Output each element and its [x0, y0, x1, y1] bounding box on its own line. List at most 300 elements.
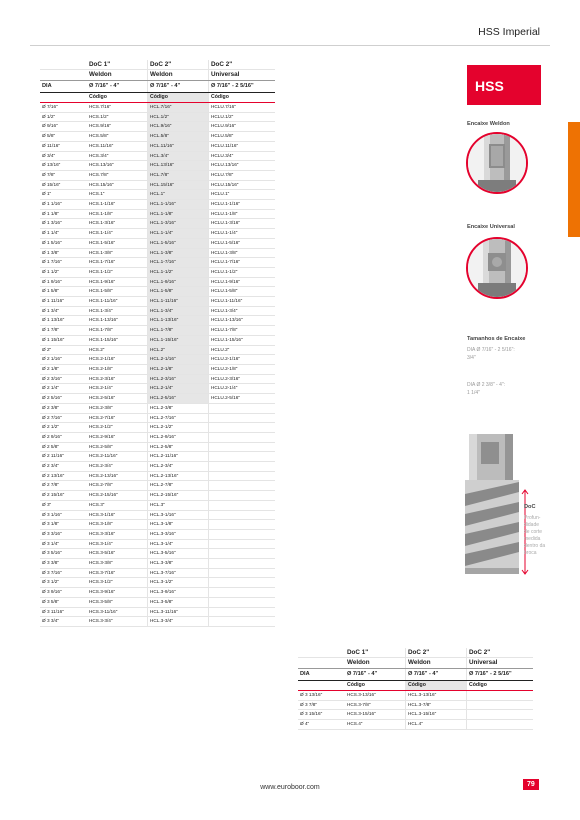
- col2-code-label: Código: [406, 681, 467, 691]
- dia-cell: Ø 3": [40, 500, 87, 510]
- hcs-code-cell: HCS.3-11/16": [87, 607, 148, 617]
- hcs-code-cell: HCS.2-1/4": [87, 384, 148, 394]
- hclu-code-cell: [467, 700, 534, 710]
- hcs-code-cell: HCS.1-1/16": [87, 200, 148, 210]
- header-divider: [30, 45, 550, 46]
- hcl-code-cell: HCL.1-3/16": [148, 219, 209, 229]
- table-row: [40, 316, 275, 326]
- hcs-code-cell: HCS.1-3/4": [87, 306, 148, 316]
- hcl-code-cell: HCL.1-1/8": [148, 209, 209, 219]
- dia-cell: Ø 2 3/4": [40, 462, 87, 472]
- hclu-code-cell: [209, 403, 276, 413]
- hclu-code-cell: HCLU.1-7/16": [209, 258, 276, 268]
- dia-cell: Ø 13/16": [40, 161, 87, 171]
- dia-cell: Ø 2 1/8": [40, 364, 87, 374]
- hcs-code-cell: HCS.5/8": [87, 132, 148, 142]
- table-row: [40, 170, 275, 180]
- hcs-code-cell: HCS.1-13/16": [87, 316, 148, 326]
- dia-cell: Ø 3/4": [40, 151, 87, 161]
- hclu-code-cell: HCLU.1/2": [209, 112, 276, 122]
- hclu-code-cell: [467, 710, 534, 720]
- hcl-code-cell: HCL.1-15/16": [148, 335, 209, 345]
- section-tab: [568, 122, 580, 237]
- table-row: [40, 287, 275, 297]
- hclu-code-cell: [209, 423, 276, 433]
- hcs-code-cell: HCS.1-3/8": [87, 248, 148, 258]
- hcs-code-cell: HCS.3-1/4": [87, 539, 148, 549]
- table-row: [40, 413, 275, 423]
- table-row: [40, 423, 275, 433]
- hclu-code-cell: [209, 539, 276, 549]
- hclu-code-cell: [209, 607, 276, 617]
- hcl-code-cell: HCL.15/16": [148, 180, 209, 190]
- hcl-code-cell: HCL.3-3/4": [148, 617, 209, 627]
- dia-cell: Ø 1": [40, 190, 87, 200]
- hcs-code-cell: HCS.3-13/16": [345, 691, 406, 700]
- dia-cell: Ø 1 3/8": [40, 248, 87, 258]
- hcs-code-cell: HCS.3-1/2": [87, 578, 148, 588]
- dia-cell: Ø 2 1/2": [40, 423, 87, 433]
- col1-code-label: Código: [87, 93, 148, 103]
- hcs-code-cell: HCS.1-5/8": [87, 287, 148, 297]
- hclu-code-cell: HCLU.1-3/16": [209, 219, 276, 229]
- table-row: [40, 355, 275, 365]
- table-row: [40, 588, 275, 598]
- hcs-code-cell: HCS.3-7/8": [345, 700, 406, 710]
- table-row: [40, 326, 275, 336]
- hcs-code-cell: HCS.2-3/8": [87, 403, 148, 413]
- dia-cell: Ø 2 11/16": [40, 452, 87, 462]
- col3-header-doc: DoC 2": [209, 60, 276, 70]
- doc-desc-line: didade: [524, 522, 540, 528]
- col1-header-doc: DoC 1": [345, 648, 406, 658]
- hcs-code-cell: HCS.2-15/16": [87, 491, 148, 501]
- col3-header-type: Universal: [467, 658, 534, 669]
- dia-cell: Ø 2 3/16": [40, 374, 87, 384]
- dia-cell: Ø 11/16": [40, 141, 87, 151]
- hclu-code-cell: [467, 691, 534, 700]
- col3-code-label: Código: [209, 93, 276, 103]
- table-row: [298, 710, 533, 720]
- hcl-code-cell: HCL.1-11/16": [148, 297, 209, 307]
- table-row: [40, 500, 275, 510]
- hcl-code-cell: HCL.7/8": [148, 170, 209, 180]
- hcs-code-cell: HCS.4": [345, 720, 406, 730]
- hcs-code-cell: HCS.2-1/16": [87, 355, 148, 365]
- hclu-code-cell: HCLU.1-15/16": [209, 335, 276, 345]
- table-row: [40, 335, 275, 345]
- dia-cell: Ø 1 7/16": [40, 258, 87, 268]
- dia-cell: Ø 1 11/16": [40, 297, 87, 307]
- hcl-code-cell: HCL.2-13/16": [148, 471, 209, 481]
- col3-range: Ø 7/16" - 2 5/16": [467, 669, 534, 681]
- hclu-code-cell: HCLU.2": [209, 345, 276, 355]
- hcl-code-cell: HCL.3-1/16": [148, 510, 209, 520]
- dia-cell: Ø 1 13/16": [40, 316, 87, 326]
- hcl-code-cell: HCL.3-5/16": [148, 549, 209, 559]
- table-row: [40, 403, 275, 413]
- dia-cell: Ø 1 1/16": [40, 200, 87, 210]
- hcl-code-cell: HCL.2-1/8": [148, 364, 209, 374]
- hcs-code-cell: HCS.3-7/16": [87, 568, 148, 578]
- hclu-code-cell: HCLU.1-5/8": [209, 287, 276, 297]
- hcl-code-cell: HCL.1-13/16": [148, 316, 209, 326]
- table-row: [40, 510, 275, 520]
- dia-cell: Ø 5/8": [40, 132, 87, 142]
- doc-desc-line: broca: [524, 550, 537, 556]
- hcs-code-cell: HCS.1-9/16": [87, 277, 148, 287]
- hcs-code-cell: HCS.1-7/16": [87, 258, 148, 268]
- hcl-code-cell: HCL.2-3/8": [148, 403, 209, 413]
- hcl-code-cell: HCL.1-1/4": [148, 229, 209, 239]
- hcl-code-cell: HCL.5/8": [148, 132, 209, 142]
- table-row: [40, 617, 275, 627]
- hcl-code-cell: HCL.1-7/16": [148, 258, 209, 268]
- hcl-code-cell: HCL.2-1/2": [148, 423, 209, 433]
- hclu-code-cell: HCLU.1-1/2": [209, 267, 276, 277]
- hclu-code-cell: [209, 568, 276, 578]
- dia-cell: Ø 2 3/8": [40, 403, 87, 413]
- hcl-code-cell: HCL.2-5/16": [148, 394, 209, 404]
- hcl-code-cell: HCL.1-1/2": [148, 267, 209, 277]
- table-row: [40, 306, 275, 316]
- table-row: [40, 462, 275, 472]
- hcl-code-cell: HCL.1-5/8": [148, 287, 209, 297]
- hclu-code-cell: HCLU.1-13/16": [209, 316, 276, 326]
- table-row: [40, 200, 275, 210]
- hcs-code-cell: HCS.1/2": [87, 112, 148, 122]
- sizes-label: Tamanhos de Encaixe: [467, 336, 526, 342]
- dia-cell: Ø 3 1/4": [40, 539, 87, 549]
- col2-range: Ø 7/16" - 4": [148, 81, 209, 93]
- hclu-code-cell: HCLU.15/16": [209, 180, 276, 190]
- hcs-code-cell: HCS.11/16": [87, 141, 148, 151]
- doc-desc-line: Profun-: [524, 515, 541, 521]
- table-row: [40, 597, 275, 607]
- hcs-code-cell: HCS.3-5/8": [87, 597, 148, 607]
- dia-cell: Ø 1 7/8": [40, 326, 87, 336]
- hcl-code-cell: HCL.2": [148, 345, 209, 355]
- table-row: [40, 229, 275, 239]
- table-row: [298, 700, 533, 710]
- hclu-code-cell: [209, 529, 276, 539]
- dia-cell: Ø 2 5/16": [40, 394, 87, 404]
- hcl-code-cell: HCL.2-3/16": [148, 374, 209, 384]
- dia-cell: Ø 9/16": [40, 122, 87, 132]
- footer-url[interactable]: www.euroboor.com: [260, 784, 320, 791]
- hcl-code-cell: HCL.3-3/8": [148, 559, 209, 569]
- dia-cell: Ø 2 9/16": [40, 432, 87, 442]
- hcs-code-cell: HCS.2-3/4": [87, 462, 148, 472]
- col1-code-label: Código: [345, 681, 406, 691]
- size-spec-1-range: DIA Ø 7/16" - 2 5/16":: [467, 347, 515, 353]
- doc-title: DoC: [524, 504, 536, 510]
- hcs-code-cell: HCS.2-1/2": [87, 423, 148, 433]
- dia-cell: Ø 1 1/8": [40, 209, 87, 219]
- col2-header-doc: DoC 2": [148, 60, 209, 70]
- table-row: [40, 132, 275, 142]
- hclu-code-cell: HCLU.1-5/16": [209, 238, 276, 248]
- dia-cell: Ø 3 7/8": [298, 700, 345, 710]
- col1-header-type: Weldon: [345, 658, 406, 669]
- hcl-code-cell: HCL.1-1/16": [148, 200, 209, 210]
- dia-cell: Ø 3 15/16": [298, 710, 345, 720]
- drill-illustration: [455, 434, 535, 589]
- dia-cell: Ø 2": [40, 345, 87, 355]
- hcl-code-cell: HCL.3-7/8": [406, 700, 467, 710]
- main-table-body: [40, 103, 275, 627]
- hcl-code-cell: HCL.3-1/4": [148, 539, 209, 549]
- dia-cell: Ø 3 3/4": [40, 617, 87, 627]
- table-row: [40, 180, 275, 190]
- dia-cell: Ø 1 1/2": [40, 267, 87, 277]
- table-row: [40, 549, 275, 559]
- size-spec-2-range: DIA Ø 2 3/8" - 4":: [467, 382, 506, 388]
- col2-code-label: Código: [148, 93, 209, 103]
- hcl-code-cell: HCL.3-7/16": [148, 568, 209, 578]
- col1-range: Ø 7/16" - 4": [87, 81, 148, 93]
- hcl-code-cell: HCL.3-11/16": [148, 607, 209, 617]
- weldon-label: Encaixe Weldon: [467, 121, 510, 127]
- dia-cell: Ø 15/16": [40, 180, 87, 190]
- table-row: [40, 384, 275, 394]
- table-row: [40, 141, 275, 151]
- table-row: [40, 529, 275, 539]
- hclu-code-cell: [209, 559, 276, 569]
- dia-cell: Ø 3 5/8": [40, 597, 87, 607]
- hss-badge-label: HSS: [475, 78, 504, 94]
- table-row: [40, 267, 275, 277]
- hclu-code-cell: HCLU.1-9/16": [209, 277, 276, 287]
- hclu-code-cell: HCLU.1-11/16": [209, 297, 276, 307]
- hclu-code-cell: HCLU.5/8": [209, 132, 276, 142]
- dia-cell: Ø 2 1/16": [40, 355, 87, 365]
- hcl-code-cell: HCL.2-3/4": [148, 462, 209, 472]
- hclu-code-cell: HCLU.3/4": [209, 151, 276, 161]
- hcs-code-cell: HCS.1-1/2": [87, 267, 148, 277]
- col1-header-type: Weldon: [87, 70, 148, 81]
- continuation-code-table: [298, 648, 533, 730]
- hcs-code-cell: HCS.3": [87, 500, 148, 510]
- hcl-code-cell: HCL.2-1/4": [148, 384, 209, 394]
- col2-header-type: Weldon: [406, 658, 467, 669]
- doc-description: [524, 515, 545, 557]
- hclu-code-cell: HCLU.13/16": [209, 161, 276, 171]
- hclu-code-cell: [209, 549, 276, 559]
- hcl-code-cell: HCL.3-1/2": [148, 578, 209, 588]
- hcl-code-cell: HCL.3-15/16": [406, 710, 467, 720]
- size-spec-1: [467, 346, 515, 362]
- hclu-code-cell: HCLU.1-1/16": [209, 200, 276, 210]
- col1-header-doc: DoC 1": [87, 60, 148, 70]
- table-row: [40, 559, 275, 569]
- hcs-code-cell: HCS.15/16": [87, 180, 148, 190]
- hcl-code-cell: HCL.3-13/16": [406, 691, 467, 700]
- table-row: [40, 122, 275, 132]
- table-row: [40, 297, 275, 307]
- hclu-code-cell: [467, 720, 534, 730]
- doc-desc-line: dentro da: [524, 543, 546, 549]
- hcl-code-cell: HCL.11/16": [148, 141, 209, 151]
- col2-range: Ø 7/16" - 4": [406, 669, 467, 681]
- dia-cell: Ø 7/16": [40, 103, 87, 112]
- hclu-code-cell: [209, 520, 276, 530]
- hclu-code-cell: HCLU.7/8": [209, 170, 276, 180]
- dia-cell: Ø 2 7/8": [40, 481, 87, 491]
- table-row: [40, 578, 275, 588]
- main-table-header: [40, 60, 275, 103]
- dia-header: DIA: [298, 669, 345, 681]
- table-row: [40, 520, 275, 530]
- hcs-code-cell: HCS.2-1/8": [87, 364, 148, 374]
- dia-cell: Ø 2 15/16": [40, 491, 87, 501]
- universal-shank-image: [466, 237, 528, 299]
- dia-cell: Ø 3 13/16": [298, 691, 345, 700]
- dia-cell: Ø 3 1/2": [40, 578, 87, 588]
- dia-cell: Ø 2 13/16": [40, 471, 87, 481]
- hclu-code-cell: HCLU.2-1/4": [209, 384, 276, 394]
- hclu-code-cell: HCLU.2-1/16": [209, 355, 276, 365]
- dia-cell: Ø 4": [298, 720, 345, 730]
- hcs-code-cell: HCS.3-9/16": [87, 588, 148, 598]
- table-row: [40, 161, 275, 171]
- dia-cell: Ø 1 1/4": [40, 229, 87, 239]
- hcl-code-cell: HCL.2-5/8": [148, 442, 209, 452]
- dia-cell: Ø 2 5/8": [40, 442, 87, 452]
- hcs-code-cell: HCS.2-7/16": [87, 413, 148, 423]
- col3-header-doc: DoC 2": [467, 648, 534, 658]
- page-number: 79: [523, 779, 539, 790]
- hcl-code-cell: HCL.1-3/4": [148, 306, 209, 316]
- hcs-code-cell: HCS.1": [87, 190, 148, 200]
- hclu-code-cell: HCLU.1-1/4": [209, 229, 276, 239]
- col3-range: Ø 7/16" - 2 5/16": [209, 81, 276, 93]
- hcl-code-cell: HCL.7/16": [148, 103, 209, 112]
- dia-cell: Ø 3 5/16": [40, 549, 87, 559]
- hss-badge: [467, 65, 541, 105]
- small-table-body: [298, 691, 533, 730]
- hcs-code-cell: HCS.13/16": [87, 161, 148, 171]
- weldon-shank-image: [466, 132, 528, 194]
- hclu-code-cell: HCLU.1-7/8": [209, 326, 276, 336]
- hclu-code-cell: HCLU.2-3/16": [209, 374, 276, 384]
- hclu-code-cell: [209, 510, 276, 520]
- hcs-code-cell: HCS.1-15/16": [87, 335, 148, 345]
- col2-header-doc: DoC 2": [406, 648, 467, 658]
- hclu-code-cell: HCLU.2-1/8": [209, 364, 276, 374]
- dia-cell: Ø 1 3/4": [40, 306, 87, 316]
- hcs-code-cell: HCS.3-3/16": [87, 529, 148, 539]
- table-row: [40, 568, 275, 578]
- dia-cell: Ø 2 1/4": [40, 384, 87, 394]
- table-row: [298, 720, 533, 730]
- hclu-code-cell: HCLU.1-3/8": [209, 248, 276, 258]
- dia-cell: Ø 3 3/8": [40, 559, 87, 569]
- dia-cell: Ø 2 7/16": [40, 413, 87, 423]
- hcs-code-cell: HCS.3-1/16": [87, 510, 148, 520]
- table-row: [40, 471, 275, 481]
- table-row: [40, 432, 275, 442]
- hcs-code-cell: HCS.2-5/16": [87, 394, 148, 404]
- hcl-code-cell: HCL.2-7/16": [148, 413, 209, 423]
- hcl-code-cell: HCL.1/2": [148, 112, 209, 122]
- table-row: [40, 277, 275, 287]
- table-row: [40, 539, 275, 549]
- table-row: [40, 258, 275, 268]
- size-spec-1-value: 3/4": [467, 355, 476, 361]
- hcl-code-cell: HCL.1-3/8": [148, 248, 209, 258]
- doc-desc-line: de corte: [524, 529, 543, 535]
- table-row: [40, 103, 275, 112]
- hclu-code-cell: [209, 597, 276, 607]
- col2-header-type: Weldon: [148, 70, 209, 81]
- hcs-code-cell: HCS.3-5/16": [87, 549, 148, 559]
- small-table-header: [298, 648, 533, 691]
- universal-label: Encaixe Universal: [467, 224, 515, 230]
- hclu-code-cell: [209, 617, 276, 627]
- hcs-code-cell: HCS.2-9/16": [87, 432, 148, 442]
- table-row: [40, 452, 275, 462]
- hclu-code-cell: [209, 471, 276, 481]
- dia-cell: Ø 3 7/16": [40, 568, 87, 578]
- dia-cell: Ø 3 9/16": [40, 588, 87, 598]
- hcs-code-cell: HCS.1-1/8": [87, 209, 148, 219]
- dia-cell: Ø 7/8": [40, 170, 87, 180]
- dia-cell: Ø 1 5/16": [40, 238, 87, 248]
- table-row: [40, 209, 275, 219]
- table-row: [40, 151, 275, 161]
- hcs-code-cell: HCS.3-3/8": [87, 559, 148, 569]
- dia-cell: Ø 1 15/16": [40, 335, 87, 345]
- dia-cell: Ø 3 1/8": [40, 520, 87, 530]
- hcs-code-cell: HCS.3-15/16": [345, 710, 406, 720]
- hcs-code-cell: HCS.7/8": [87, 170, 148, 180]
- hcs-code-cell: HCS.3-1/8": [87, 520, 148, 530]
- hclu-code-cell: HCLU.11/16": [209, 141, 276, 151]
- table-row: [40, 112, 275, 122]
- hcl-code-cell: HCL.4": [406, 720, 467, 730]
- hcl-code-cell: HCL.3/4": [148, 151, 209, 161]
- hcl-code-cell: HCL.2-9/16": [148, 432, 209, 442]
- hcs-code-cell: HCS.1-7/8": [87, 326, 148, 336]
- table-row: [40, 394, 275, 404]
- dia-cell: Ø 1/2": [40, 112, 87, 122]
- table-row: [40, 442, 275, 452]
- hclu-code-cell: HCLU.7/16": [209, 103, 276, 112]
- hclu-code-cell: HCLU.1-1/8": [209, 209, 276, 219]
- dia-header: DIA: [40, 81, 87, 93]
- page-title: HSS Imperial: [478, 26, 540, 38]
- hcl-code-cell: HCL.3-5/8": [148, 597, 209, 607]
- table-row: [40, 238, 275, 248]
- table-row: [40, 219, 275, 229]
- dia-cell: Ø 1 3/16": [40, 219, 87, 229]
- hclu-code-cell: [209, 578, 276, 588]
- hcs-code-cell: HCS.2-13/16": [87, 471, 148, 481]
- table-row: [40, 248, 275, 258]
- hcs-code-cell: HCS.1-5/16": [87, 238, 148, 248]
- hcl-code-cell: HCL.1-9/16": [148, 277, 209, 287]
- table-row: [40, 374, 275, 384]
- hcs-code-cell: HCS.1-11/16": [87, 297, 148, 307]
- hclu-code-cell: HCLU.1-3/4": [209, 306, 276, 316]
- dia-cell: Ø 1 5/8": [40, 287, 87, 297]
- hcl-code-cell: HCL.2-11/16": [148, 452, 209, 462]
- dia-cell: Ø 3 1/16": [40, 510, 87, 520]
- hcl-code-cell: HCL.1-5/16": [148, 238, 209, 248]
- hcs-code-cell: HCS.2-5/8": [87, 442, 148, 452]
- hclu-code-cell: [209, 452, 276, 462]
